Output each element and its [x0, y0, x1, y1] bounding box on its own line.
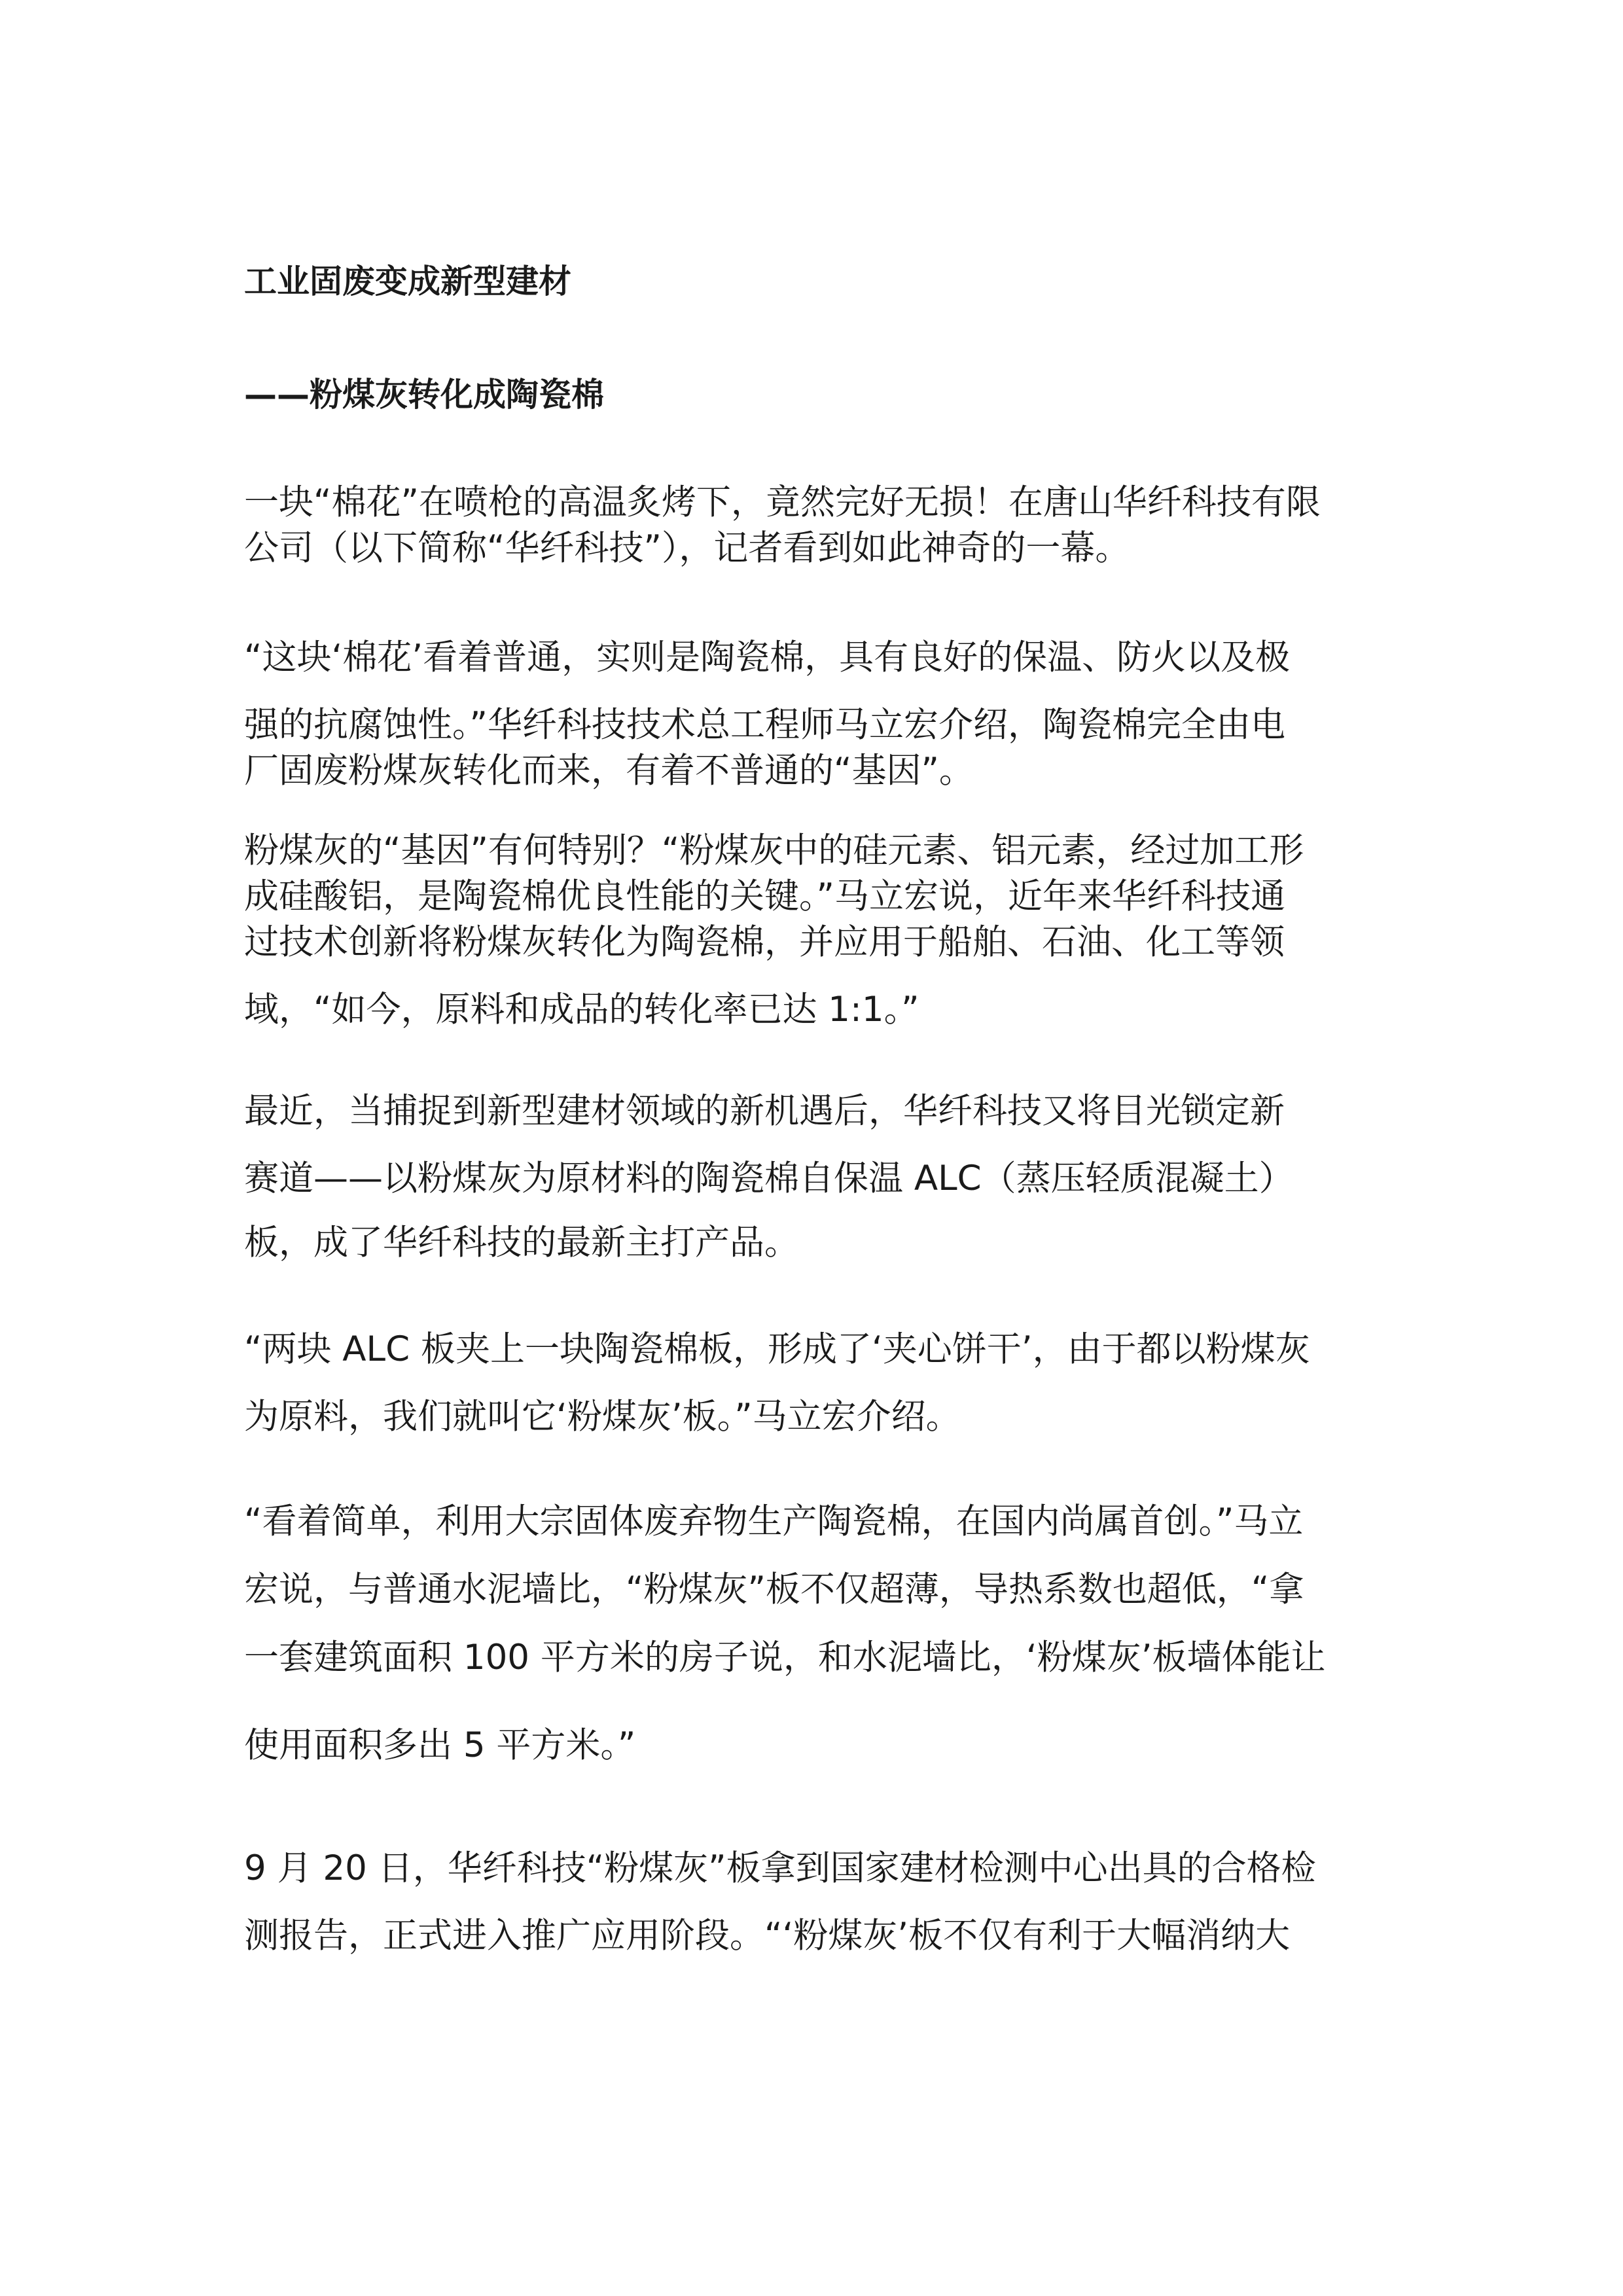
- text-line: 测报告，正式进入推广应用阶段。“‘粉煤灰’板不仅有利于大幅消纳大: [244, 1916, 1291, 1956]
- article-subtitle: ——粉煤灰转化成陶瓷棉: [244, 376, 604, 414]
- paragraph-4: [244, 1088, 1370, 1287]
- text-line: 强的抗腐蚀性。”华纤科技技术总工程师马立宏介绍，陶瓷棉完全由电: [244, 705, 1285, 745]
- text-line: 宏说，与普通水泥墙比，“粉煤灰”板不仅超薄，导热系数也超低，“拿: [244, 1570, 1304, 1609]
- paragraph-6: [244, 1499, 1370, 1791]
- paragraph-3: [244, 828, 1370, 1033]
- paragraph-5: [244, 1327, 1370, 1462]
- text-line: 公司（以下简称“华纤科技”），记者看到如此神奇的一幕。: [244, 528, 1130, 568]
- text-line: 厂固废粉煤灰转化而来，有着不普通的“基因”。: [244, 751, 974, 791]
- text-line: 9 月 20 日，华纤科技“粉煤灰”板拿到国家建材检测中心出具的合格检: [244, 1848, 1316, 1888]
- text-line: 成硅酸铝，是陶瓷棉优良性能的关键。”马立宏说，近年来华纤科技通: [244, 876, 1285, 916]
- text-line: 为原料，我们就叫它‘粉煤灰’板。”马立宏介绍。: [244, 1397, 961, 1437]
- text-line: 一块“棉花”在喷枪的高温炙烤下，竟然完好无损！在唐山华纤科技有限: [244, 482, 1321, 522]
- paragraph-7: [244, 1846, 1370, 1981]
- text-line: 过技术创新将粉煤灰转化为陶瓷棉，并应用于船舶、石油、化工等领: [244, 922, 1285, 962]
- text-line: “两块 ALC 板夹上一块陶瓷棉板，形成了‘夹心饼干’，由于都以粉煤灰: [244, 1329, 1310, 1369]
- text-line: 一套建筑面积 100 平方米的房子说，和水泥墙比，‘粉煤灰’板墙体能让: [244, 1638, 1326, 1677]
- text-line: “看着简单，利用大宗固体废弃物生产陶瓷棉，在国内尚属首创。”马立: [244, 1501, 1304, 1541]
- text-line: “这块‘棉花’看着普通，实则是陶瓷棉，具有良好的保温、防火以及极: [244, 637, 1291, 677]
- article-title: 工业固废变成新型建材: [244, 262, 571, 300]
- text-line: 域，“如今，原料和成品的转化率已达 1:1。”: [244, 990, 919, 1030]
- text-line: 使用面积多出 5 平方米。”: [244, 1725, 636, 1765]
- text-line: 赛道——以粉煤灰为原材料的陶瓷棉自保温 ALC（蒸压轻质混凝土）: [244, 1158, 1294, 1198]
- text-line: 粉煤灰的“基因”有何特别？“粉煤灰中的硅元素、铝元素，经过加工形: [244, 831, 1304, 870]
- text-line: 最近，当捕捉到新型建材领域的新机遇后，华纤科技又将目光锁定新: [244, 1091, 1285, 1131]
- text-line: 板，成了华纤科技的最新主打产品。: [244, 1223, 799, 1263]
- paragraph-2: [244, 635, 1370, 816]
- paragraph-1: [244, 480, 1370, 571]
